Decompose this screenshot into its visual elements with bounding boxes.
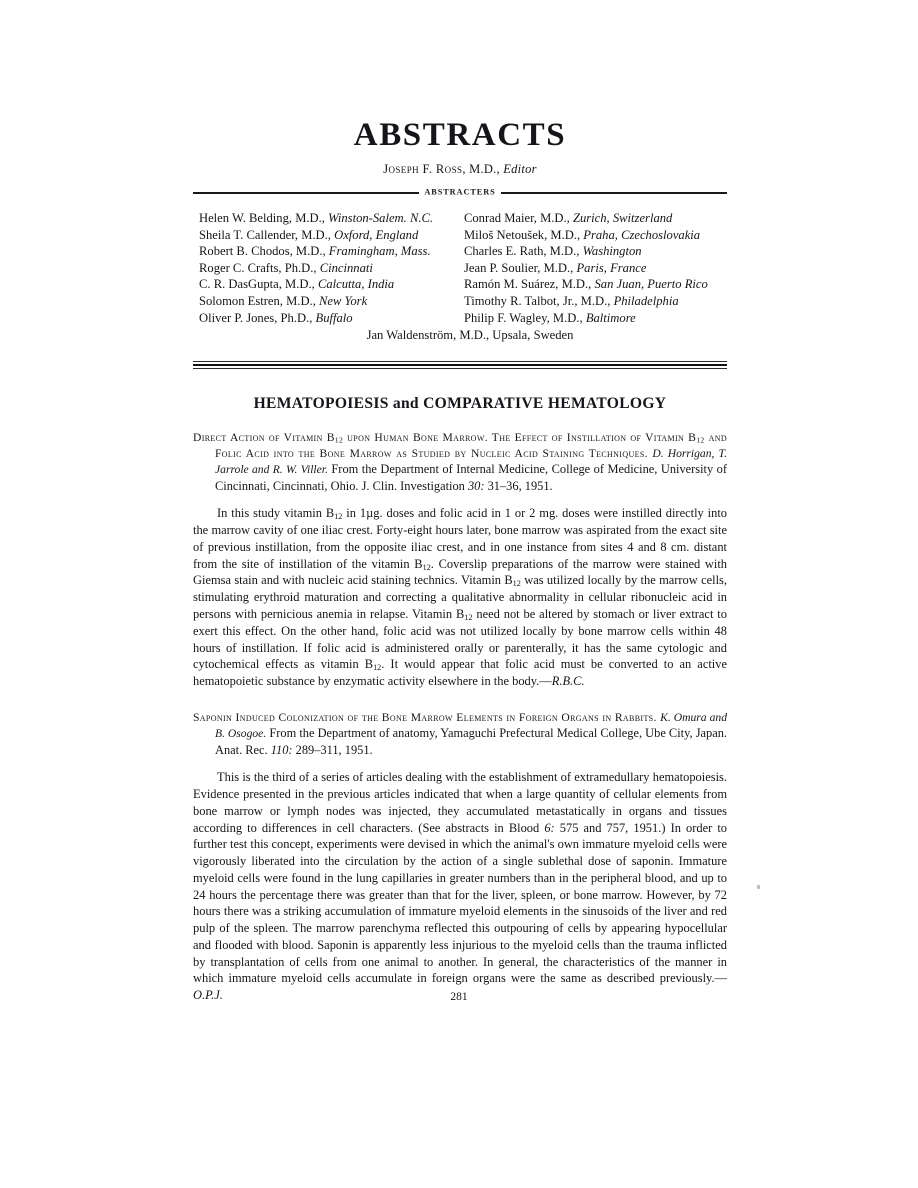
section-divider [193, 361, 727, 369]
abstracter-entry [199, 293, 464, 310]
abstracter-entry [464, 243, 727, 260]
abstract-body-text: In this study vitamin B [217, 506, 335, 521]
abstracter-entry [199, 227, 464, 244]
abstracter-name: Ramón M. Suárez, M.D., [463, 277, 595, 292]
abstracter-place: New York [319, 293, 368, 308]
abstracter-entry [464, 310, 727, 327]
abstracter-name: Miloš Netoušek, M.D., [463, 227, 584, 242]
abstract-body [193, 505, 727, 690]
abstracter-entry [199, 243, 464, 260]
abstract-entry [193, 430, 727, 690]
abstracter-name: Oliver P. Jones, Ph.D., [199, 310, 316, 325]
rule-right [501, 192, 727, 194]
editor-role: Editor [503, 161, 537, 176]
abstract-body-text: need not be altered by stomach or liver extract to exert this effect. On the other hand, folic acid was not utilized locally by bone marrow cells within 48 hours of instillation. If folic acid is administered orally or parenterally, it has the same cytologic and cytochemical effects as vitamin B [193, 607, 727, 672]
abstract-body-text: . It would appear that folic acid must be converted to an active hematopoietic substance by enzymatic activity elsewhere in the body.— [193, 657, 727, 689]
abstract-title [171, 430, 727, 494]
subscript: 12 [422, 562, 431, 572]
abstract-body-text: This is the third of a series of articles dealing with the establishment of extramedullary hematopoiesis. Evidence presented in the previous articles indicated that when a large quantity of cellular elements from bone marrow or lymph nodes was injected, they accumulated metastatically in organs and tissues according to differences in cell characters. (See abstracts in Blood [193, 770, 727, 835]
abstract-spacer [193, 690, 727, 710]
abstracter-place: Winston-Salem. N.C. [328, 210, 434, 225]
abstracter-name: Charles E. Rath, M.D., [463, 244, 583, 259]
abstracter-name: Solomon Estren, M.D., [199, 293, 319, 308]
subscript: 12 [334, 435, 344, 445]
abstract-body-text: . Coverslip preparations of the marrow were stained with Giemsa stain and with nucleic acid staining technics. Vitamin B [193, 556, 728, 588]
section-heading: HEMATOPOIESIS and COMPARATIVE HEMATOLOGY [253, 394, 667, 412]
subscript: 12 [512, 579, 521, 589]
abstracter-entry [199, 260, 464, 277]
divider-line-thin-top [193, 361, 727, 362]
abstract-authors: K. Omura and B. Osogoe. [215, 710, 727, 741]
abstracter-place: Praha, Czechoslovakia [583, 227, 701, 242]
abstracter-entry [464, 210, 727, 227]
subscript: 12 [464, 612, 473, 622]
divider-line-thin-bottom [193, 368, 727, 369]
abstract-source: From the Department of anatomy, Yamaguchi Prefectural Medical College, Ube City, Japan. Anat. Rec. [215, 726, 728, 757]
abstracter-place: Cincinnati [319, 260, 373, 275]
editor-degree: , M.D., [462, 161, 504, 176]
abstracter-name: Jan Waldenström, M.D., [366, 328, 493, 343]
abstracters-list [193, 210, 727, 326]
abstracter-name: Philip F. Wagley, M.D., [463, 310, 586, 325]
abstracter-entry [199, 276, 464, 293]
abstracter-entry [464, 276, 727, 293]
abstracter-place: Washington [582, 244, 642, 259]
abstracter-signature: R.B.C. [551, 674, 585, 689]
abstracter-entry [199, 210, 464, 227]
abstract-body [193, 769, 727, 1003]
abstract-body-text: in 1µg. doses and folic acid in 1 or 2 mg. doses were instilled directly into the marrow cavity of one iliac crest. Forty-eight hours later, bone marrow was aspirated from the exact site of previous instillation, from the opposite iliac crest, and in one instance from sites 4 and 8 cm. distant from the site of instillation of the vitamin B [193, 506, 727, 571]
abstract-title-text: Saponin Induced Colonization of the Bone Marrow Elements in Foreign Organs in Rabbits. [193, 710, 661, 724]
abstracter-place: Framingham, Mass. [328, 244, 431, 259]
abstracter-signature: O.P.J. [193, 988, 223, 1002]
abstract-entry [193, 710, 727, 1004]
abstracters-rule-label: ABSTRACTERS [424, 187, 496, 197]
abstracter-place: Philadelphia [613, 293, 679, 308]
abstracter-entry [464, 293, 727, 310]
abstract-body-text: was utilized locally by the marrow cells, stimulating erythroid maturation and correcting a qualitative abnormality in cellular ribonucleic acid in persons with pernicious anemia in relapse. Vitamin B [193, 573, 727, 621]
abstracter-place: Upsala, Sweden [492, 328, 574, 343]
page-number: 281 [450, 991, 468, 1003]
rule-left [193, 192, 419, 194]
abstracter-place: Calcutta, India [317, 277, 395, 292]
abstracter-place: Paris, France [576, 260, 647, 275]
abstracter-entry [464, 227, 727, 244]
abstracter-place: Buffalo [315, 310, 353, 325]
abstract-title-text: upon Human Bone Marrow. The Effect of Instillation of Vitamin B [343, 430, 697, 444]
abstract-title-text: Direct Action of Vitamin B [193, 430, 335, 444]
abstracter-name: Timothy R. Talbot, Jr., M.D., [463, 293, 614, 308]
abstracter-place: Zurich, Switzerland [572, 210, 673, 225]
abstracter-name: Roger C. Crafts, Ph.D., [199, 260, 320, 275]
abstracters-column-right [464, 210, 727, 326]
abstract-pages: 289–311, 1951. [292, 742, 373, 757]
editor-name: Joseph F. Ross [383, 161, 463, 176]
abstracter-entry [464, 260, 727, 277]
abstract-source: From the Department of Internal Medicine, College of Medicine, University of Cincinnati, Cincinnati, Ohio. J. Clin. Investigation [215, 462, 728, 493]
abstracter-name: Robert B. Chodos, M.D., [199, 244, 329, 259]
editor-line [193, 162, 727, 177]
abstract-pages: 31–36, 1951. [484, 478, 553, 493]
abstracter-place: San Juan, Puerto Rico [594, 277, 708, 292]
subscript: 12 [696, 435, 705, 445]
subscript: 12 [373, 663, 382, 673]
abstract-title-text: and Folic Acid into the Bone Marrow as Studied by Nucleic Acid Staining Techniques. [215, 430, 727, 460]
subscript: 12 [334, 512, 343, 522]
abstracter-place: Baltimore [585, 310, 636, 325]
abstracter-name: Helen W. Belding, M.D., [199, 210, 329, 225]
abstracter-name: C. R. DasGupta, M.D., [199, 277, 318, 292]
abstracter-entry-center [193, 327, 727, 344]
abstracter-entry [199, 310, 464, 327]
abstract-body-volume: 6: [544, 820, 555, 835]
page-content [193, 118, 727, 1004]
abstract-volume: 30: [467, 478, 485, 493]
abstracter-place: Oxford, England [334, 227, 419, 242]
abstract-body-text: 575 and 757, 1951.) In order to further test this concept, experiments were devised in which the animal's own immature myeloid cells were vigorously liberated into the circulation by the action of a single sublethal dose of saponin. Immature myeloid cells were found in the lung capillaries in greater numbers than in the peripheral blood, and up to 24 hours the percentage there was greater than that for the liver, spleen, or bone marrow. However, by 72 hours there was a striking accumulation of immature myeloid elements in the sinusoids of the liver and red pulp of the spleen. The marrow parenchyma reflected this outpouring of cells by appearing hypocellular and flooded with blood. Saponin is apparently less injurious to the myeloid cells than the trauma inflicted by transplantation of cells from one animal to another. In general, the characteristics of the manner in which immature myeloid cells accumulate in foreign organs were the same as described previously.— [193, 820, 727, 986]
abstracter-name: Jean P. Soulier, M.D., [463, 260, 577, 275]
divider-line-thick [193, 364, 727, 366]
abstracter-name: Conrad Maier, M.D., [463, 210, 573, 225]
page-title: ABSTRACTS [353, 117, 567, 153]
abstract-volume: 110: [270, 742, 293, 757]
abstracters-rule [193, 189, 727, 197]
abstract-title [171, 710, 727, 759]
abstracter-name: Sheila T. Callender, M.D., [199, 227, 335, 242]
abstracters-column-left [193, 210, 464, 326]
scan-artifact-speck [757, 885, 760, 889]
abstract-authors: D. Horrigan, T. Jarrole and R. W. Viller. [215, 446, 727, 477]
